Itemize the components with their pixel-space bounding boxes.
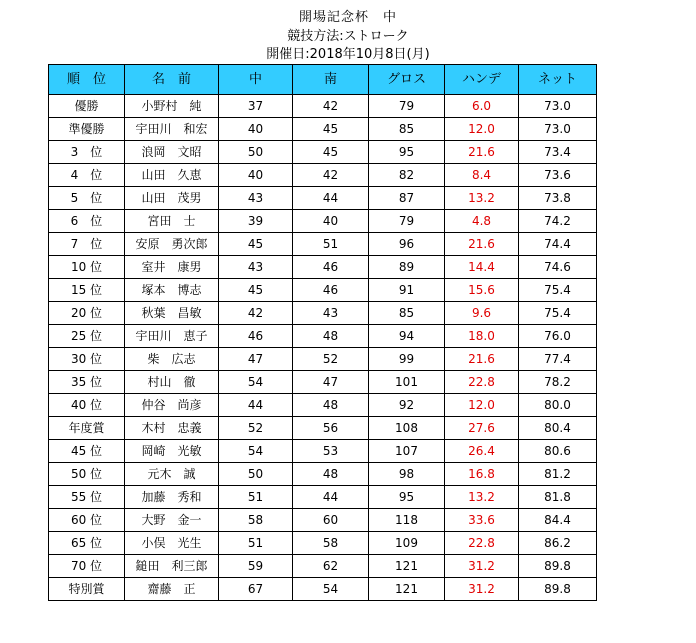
back-cell: 48: [293, 463, 369, 486]
name-cell: 岡崎 光敏: [125, 440, 219, 463]
table-row: [49, 509, 597, 532]
header-row: [49, 65, 597, 95]
gross-cell: 121: [369, 578, 445, 601]
handicap-cell: 21.6: [445, 348, 519, 371]
back-cell: 46: [293, 279, 369, 302]
table-row: [49, 95, 597, 118]
front-cell: 43: [219, 187, 293, 210]
table-row: [49, 394, 597, 417]
back-cell: 45: [293, 118, 369, 141]
gross-cell: 109: [369, 532, 445, 555]
back-cell: 62: [293, 555, 369, 578]
back-cell: 48: [293, 394, 369, 417]
handicap-cell: 22.8: [445, 371, 519, 394]
name-cell: 宇田川 恵子: [125, 325, 219, 348]
back-cell: 48: [293, 325, 369, 348]
rank-cell: 20 位: [49, 302, 125, 325]
handicap-cell: 27.6: [445, 417, 519, 440]
table-row: [49, 233, 597, 256]
back-cell: 60: [293, 509, 369, 532]
front-cell: 52: [219, 417, 293, 440]
rank-cell: 40 位: [49, 394, 125, 417]
gross-cell: 92: [369, 394, 445, 417]
gross-cell: 101: [369, 371, 445, 394]
table-row: [49, 348, 597, 371]
handicap-cell: 9.6: [445, 302, 519, 325]
gross-cell: 118: [369, 509, 445, 532]
handicap-cell: 31.2: [445, 578, 519, 601]
name-cell: 鎚田 利三郎: [125, 555, 219, 578]
net-cell: 86.2: [519, 532, 597, 555]
front-cell: 51: [219, 486, 293, 509]
net-cell: 76.0: [519, 325, 597, 348]
net-cell: 74.6: [519, 256, 597, 279]
name-cell: 齋藤 正: [125, 578, 219, 601]
table-row: [49, 555, 597, 578]
table-row: [49, 302, 597, 325]
table-row: [49, 371, 597, 394]
net-cell: 89.8: [519, 555, 597, 578]
name-cell: 宇田川 和宏: [125, 118, 219, 141]
results-table: [48, 64, 597, 601]
net-cell: 80.6: [519, 440, 597, 463]
rank-cell: 55 位: [49, 486, 125, 509]
table-row: [49, 256, 597, 279]
name-cell: 村山 徹: [125, 371, 219, 394]
rank-cell: 25 位: [49, 325, 125, 348]
net-cell: 80.4: [519, 417, 597, 440]
front-cell: 50: [219, 463, 293, 486]
table-row: [49, 187, 597, 210]
column-header-net: ネット: [519, 65, 597, 95]
table-row: [49, 532, 597, 555]
handicap-cell: 31.2: [445, 555, 519, 578]
rank-cell: 優勝: [49, 95, 125, 118]
table-row: [49, 463, 597, 486]
name-cell: 柴 広志: [125, 348, 219, 371]
column-header-handicap: ハンデ: [445, 65, 519, 95]
results-body: [49, 95, 597, 601]
name-cell: 宮田 士: [125, 210, 219, 233]
net-cell: 78.2: [519, 371, 597, 394]
handicap-cell: 4.8: [445, 210, 519, 233]
name-cell: 安原 勇次郎: [125, 233, 219, 256]
name-cell: 大野 金一: [125, 509, 219, 532]
gross-cell: 107: [369, 440, 445, 463]
name-cell: 加藤 秀和: [125, 486, 219, 509]
back-cell: 43: [293, 302, 369, 325]
gross-cell: 85: [369, 118, 445, 141]
column-header-gross: グロス: [369, 65, 445, 95]
competition-date: 開催日:2018年10月8日(月): [266, 47, 430, 62]
gross-cell: 99: [369, 348, 445, 371]
rank-cell: 50 位: [49, 463, 125, 486]
net-cell: 73.0: [519, 118, 597, 141]
name-cell: 仲谷 尚彦: [125, 394, 219, 417]
gross-cell: 121: [369, 555, 445, 578]
handicap-cell: 12.0: [445, 118, 519, 141]
gross-cell: 91: [369, 279, 445, 302]
gross-cell: 95: [369, 486, 445, 509]
handicap-cell: 15.6: [445, 279, 519, 302]
handicap-cell: 14.4: [445, 256, 519, 279]
handicap-cell: 13.2: [445, 486, 519, 509]
table-row: [49, 164, 597, 187]
rank-cell: 45 位: [49, 440, 125, 463]
gross-cell: 108: [369, 417, 445, 440]
handicap-cell: 26.4: [445, 440, 519, 463]
gross-cell: 98: [369, 463, 445, 486]
back-cell: 42: [293, 95, 369, 118]
net-cell: 75.4: [519, 302, 597, 325]
back-cell: 53: [293, 440, 369, 463]
column-header-front: 中: [219, 65, 293, 95]
rank-cell: 3 位: [49, 141, 125, 164]
front-cell: 40: [219, 164, 293, 187]
front-cell: 54: [219, 371, 293, 394]
rank-cell: 70 位: [49, 555, 125, 578]
table-row: [49, 578, 597, 601]
front-cell: 46: [219, 325, 293, 348]
rank-cell: 特別賞: [49, 578, 125, 601]
handicap-cell: 8.4: [445, 164, 519, 187]
back-cell: 56: [293, 417, 369, 440]
table-row: [49, 325, 597, 348]
gross-cell: 87: [369, 187, 445, 210]
back-cell: 46: [293, 256, 369, 279]
handicap-cell: 6.0: [445, 95, 519, 118]
net-cell: 75.4: [519, 279, 597, 302]
front-cell: 59: [219, 555, 293, 578]
back-cell: 51: [293, 233, 369, 256]
table-row: [49, 417, 597, 440]
name-cell: 山田 久恵: [125, 164, 219, 187]
rank-cell: 35 位: [49, 371, 125, 394]
front-cell: 40: [219, 118, 293, 141]
back-cell: 44: [293, 486, 369, 509]
net-cell: 73.6: [519, 164, 597, 187]
rank-cell: 4 位: [49, 164, 125, 187]
net-cell: 74.2: [519, 210, 597, 233]
handicap-cell: 21.6: [445, 141, 519, 164]
gross-cell: 96: [369, 233, 445, 256]
gross-cell: 94: [369, 325, 445, 348]
name-cell: 木村 忠義: [125, 417, 219, 440]
rank-cell: 準優勝: [49, 118, 125, 141]
front-cell: 45: [219, 279, 293, 302]
net-cell: 89.8: [519, 578, 597, 601]
front-cell: 37: [219, 95, 293, 118]
name-cell: 小俣 光生: [125, 532, 219, 555]
net-cell: 73.8: [519, 187, 597, 210]
front-cell: 67: [219, 578, 293, 601]
gross-cell: 85: [369, 302, 445, 325]
name-cell: 山田 茂男: [125, 187, 219, 210]
net-cell: 77.4: [519, 348, 597, 371]
name-cell: 小野村 純: [125, 95, 219, 118]
gross-cell: 79: [369, 95, 445, 118]
name-cell: 元木 誠: [125, 463, 219, 486]
rank-cell: 60 位: [49, 509, 125, 532]
net-cell: 73.0: [519, 95, 597, 118]
handicap-cell: 33.6: [445, 509, 519, 532]
name-cell: 塚本 博志: [125, 279, 219, 302]
rank-cell: 30 位: [49, 348, 125, 371]
net-cell: 80.0: [519, 394, 597, 417]
gross-cell: 79: [369, 210, 445, 233]
gross-cell: 95: [369, 141, 445, 164]
back-cell: 42: [293, 164, 369, 187]
handicap-cell: 16.8: [445, 463, 519, 486]
name-cell: 秋葉 昌敏: [125, 302, 219, 325]
competition-title: 開場記念杯 中: [298, 10, 397, 25]
back-cell: 45: [293, 141, 369, 164]
table-row: [49, 141, 597, 164]
back-cell: 52: [293, 348, 369, 371]
rank-cell: 7 位: [49, 233, 125, 256]
gross-cell: 82: [369, 164, 445, 187]
net-cell: 74.4: [519, 233, 597, 256]
front-cell: 50: [219, 141, 293, 164]
column-header-name: 名 前: [125, 65, 219, 95]
table-row: [49, 486, 597, 509]
competition-method: 競技方法:ストローク: [287, 29, 409, 44]
front-cell: 51: [219, 532, 293, 555]
back-cell: 47: [293, 371, 369, 394]
rank-cell: 5 位: [49, 187, 125, 210]
table-row: [49, 279, 597, 302]
front-cell: 42: [219, 302, 293, 325]
gross-cell: 89: [369, 256, 445, 279]
table-row: [49, 118, 597, 141]
net-cell: 73.4: [519, 141, 597, 164]
rank-cell: 年度賞: [49, 417, 125, 440]
front-cell: 43: [219, 256, 293, 279]
handicap-cell: 13.2: [445, 187, 519, 210]
table-row: [49, 440, 597, 463]
net-cell: 81.8: [519, 486, 597, 509]
back-cell: 58: [293, 532, 369, 555]
back-cell: 40: [293, 210, 369, 233]
front-cell: 44: [219, 394, 293, 417]
front-cell: 54: [219, 440, 293, 463]
back-cell: 54: [293, 578, 369, 601]
front-cell: 47: [219, 348, 293, 371]
name-cell: 室井 康男: [125, 256, 219, 279]
handicap-cell: 18.0: [445, 325, 519, 348]
name-cell: 浪岡 文昭: [125, 141, 219, 164]
table-row: [49, 210, 597, 233]
front-cell: 39: [219, 210, 293, 233]
handicap-cell: 12.0: [445, 394, 519, 417]
back-cell: 44: [293, 187, 369, 210]
column-header-rank: 順 位: [49, 65, 125, 95]
rank-cell: 15 位: [49, 279, 125, 302]
net-cell: 81.2: [519, 463, 597, 486]
front-cell: 45: [219, 233, 293, 256]
rank-cell: 6 位: [49, 210, 125, 233]
handicap-cell: 21.6: [445, 233, 519, 256]
column-header-back: 南: [293, 65, 369, 95]
net-cell: 84.4: [519, 509, 597, 532]
rank-cell: 65 位: [49, 532, 125, 555]
handicap-cell: 22.8: [445, 532, 519, 555]
rank-cell: 10 位: [49, 256, 125, 279]
front-cell: 58: [219, 509, 293, 532]
